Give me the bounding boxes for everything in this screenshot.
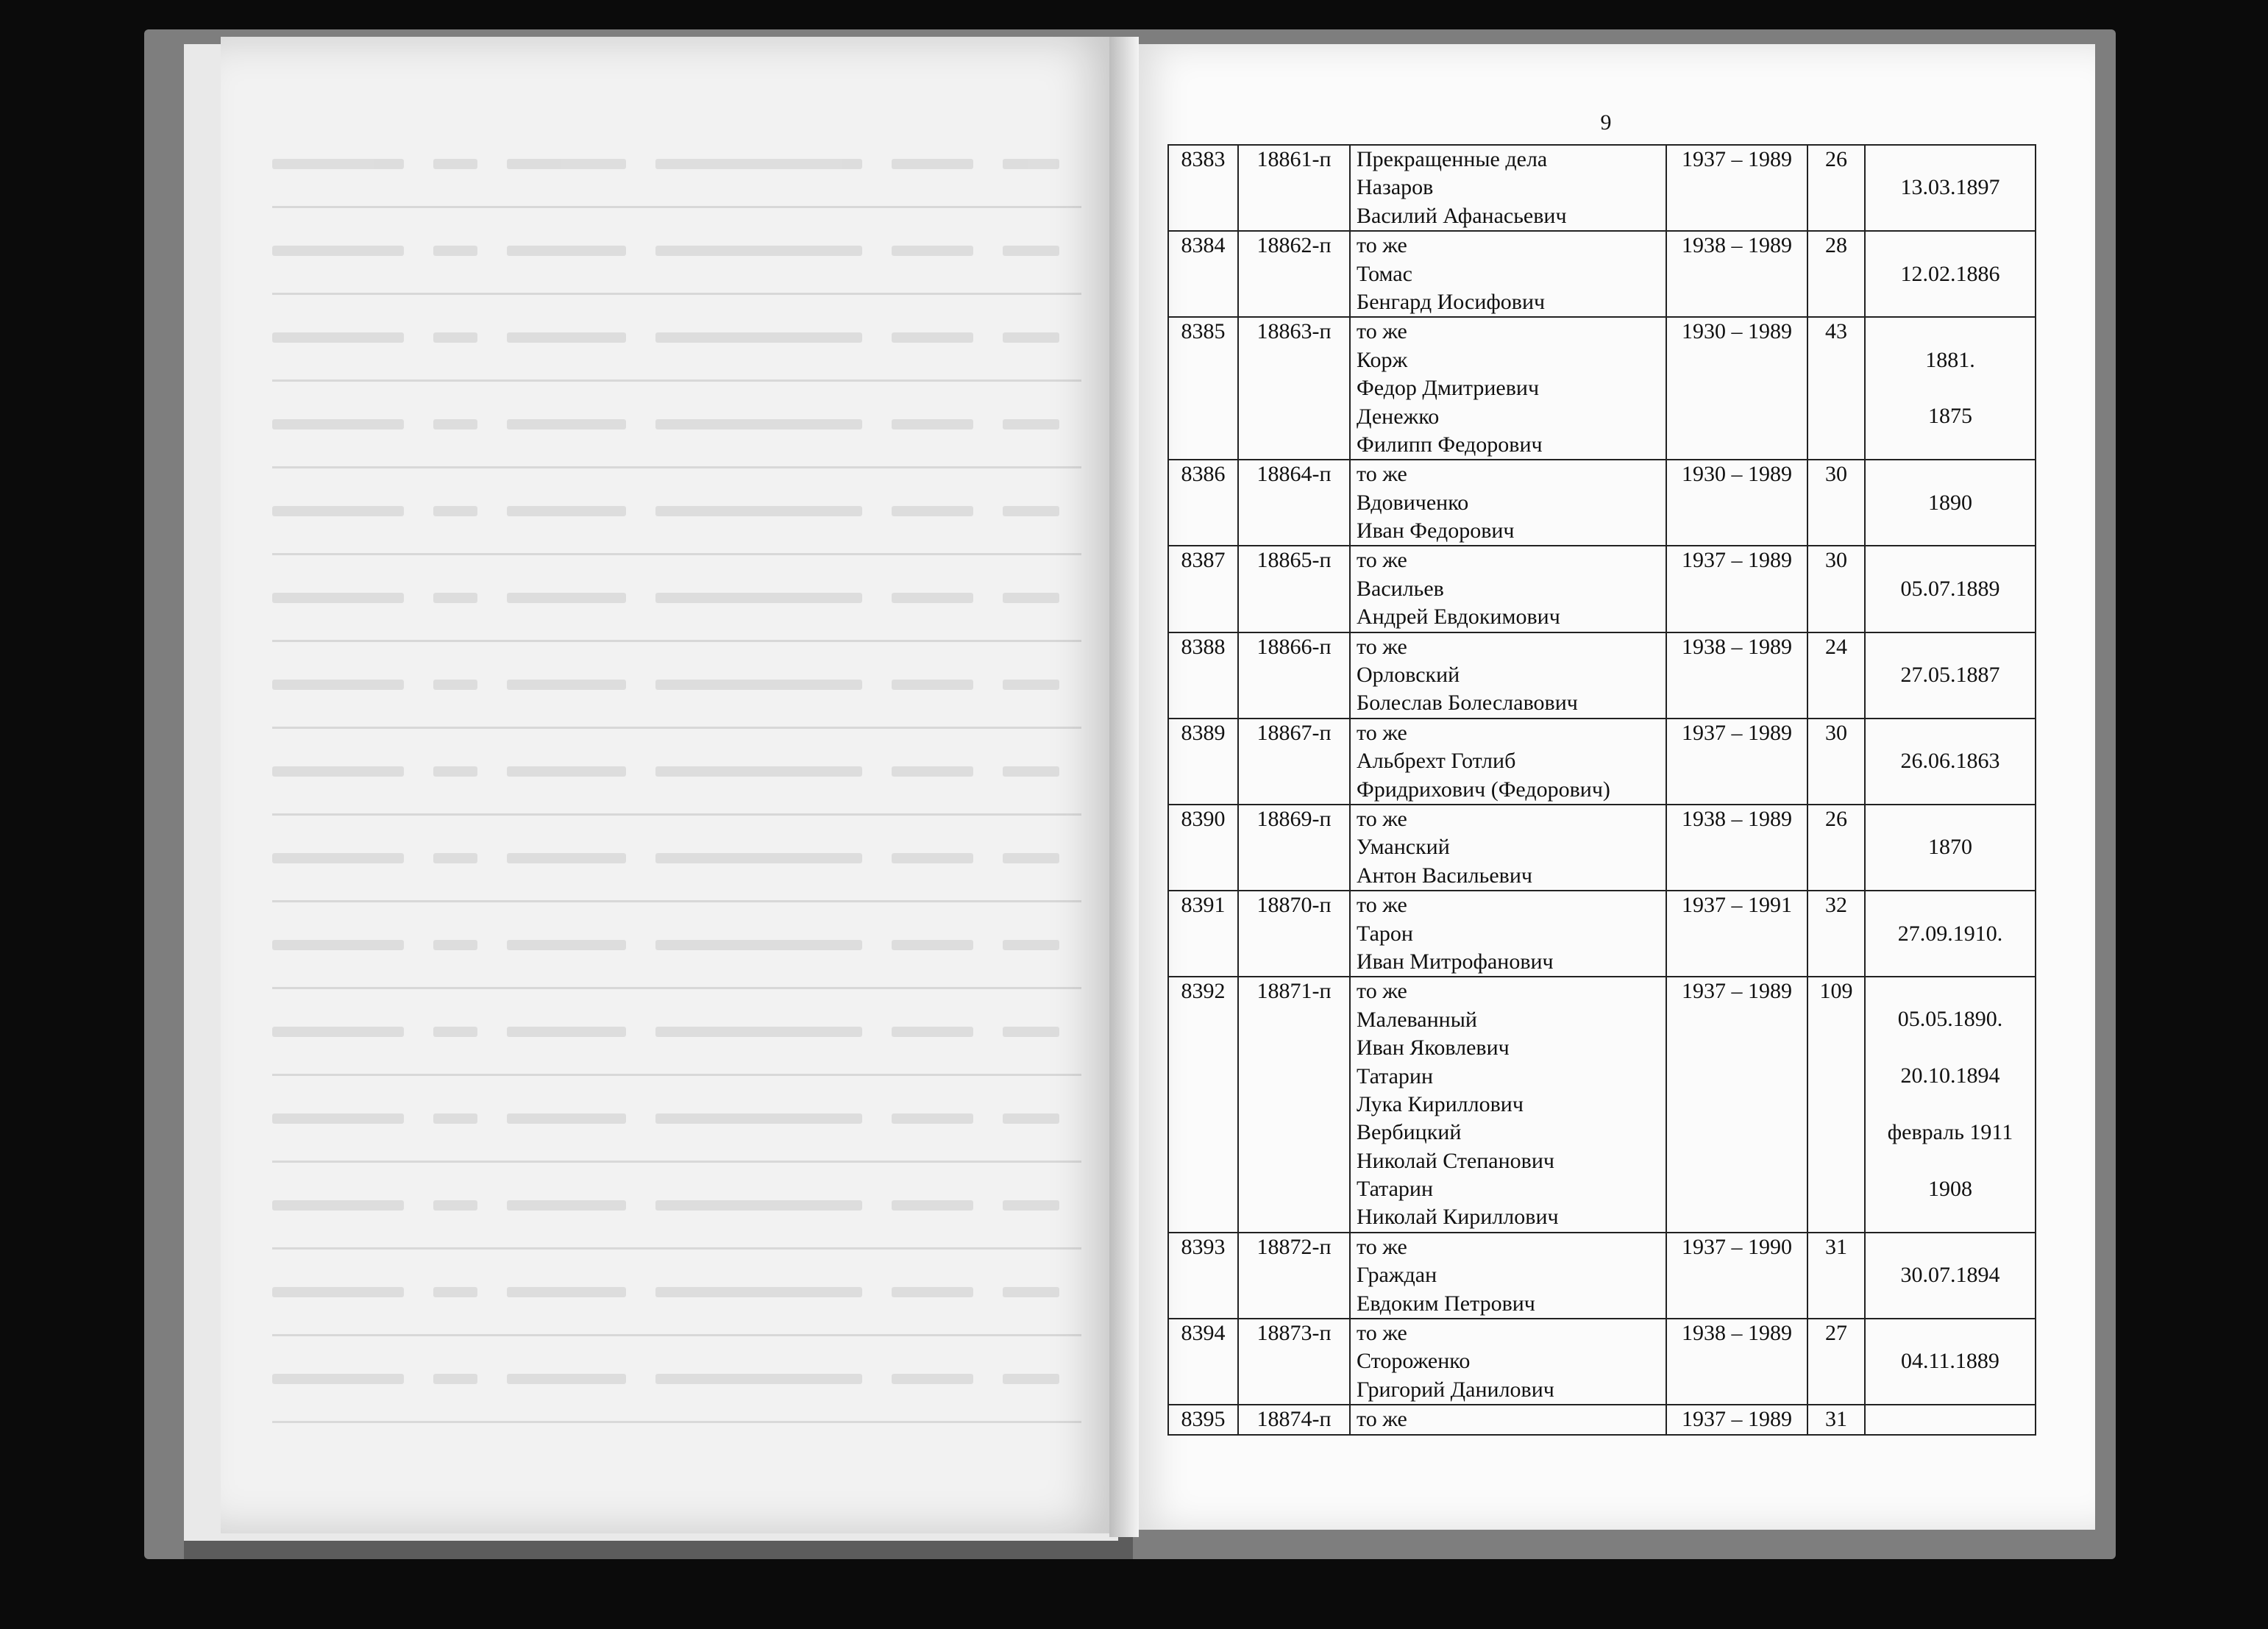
fund-number-cell: 18864-п [1238, 460, 1350, 546]
fund-number-cell: 18865-п [1238, 546, 1350, 632]
page-number: 9 [1600, 110, 1612, 135]
birth-date-cell [1865, 546, 2036, 632]
bleed-through-mark [655, 506, 862, 516]
case-title-line: Филипп Федорович [1357, 432, 1543, 457]
case-title-line: Стороженко [1357, 1349, 1471, 1374]
case-number-cell: 8394 [1168, 1319, 1238, 1405]
bleed-through-mark [1003, 246, 1059, 256]
sheet-count-cell: 43 [1807, 317, 1865, 460]
table-row [1168, 1319, 2036, 1405]
table-row [1168, 546, 2036, 632]
bleed-through-row [272, 1163, 1081, 1250]
sheet-count-cell: 26 [1807, 805, 1865, 891]
bleed-through-mark [433, 680, 477, 690]
bleed-through-mark [433, 246, 477, 256]
birth-date: 27.09.1910. [1897, 921, 2003, 946]
bleed-through-mark [655, 593, 862, 603]
sheet-count-cell: 31 [1807, 1233, 1865, 1319]
bleed-through-mark [655, 332, 862, 343]
birth-date: 12.02.1886 [1900, 261, 2000, 286]
bleed-through-mark [892, 1200, 973, 1211]
case-title-line: Татарин [1357, 1063, 1434, 1088]
birth-date: 20.10.1894 [1900, 1063, 2000, 1088]
table-row [1168, 805, 2036, 891]
case-title-line: то же [1357, 634, 1407, 659]
bleed-through-mark [507, 419, 626, 429]
birth-date-cell [1865, 460, 2036, 546]
bleed-through-mark [655, 159, 862, 169]
case-title-line: Назаров [1357, 175, 1434, 200]
bleed-through-mark [507, 940, 626, 950]
years-cell: 1938 – 1989 [1666, 231, 1807, 317]
bleed-through-mark [507, 853, 626, 863]
bleed-through-mark [655, 419, 862, 429]
bleed-through-mark [507, 159, 626, 169]
bleed-through-row [272, 1250, 1081, 1336]
case-number-cell: 8393 [1168, 1233, 1238, 1319]
bleed-through-mark [433, 332, 477, 343]
fund-number-cell: 18872-п [1238, 1233, 1350, 1319]
case-title-line: Евдоким Петрович [1357, 1291, 1535, 1316]
case-title-cell [1350, 546, 1666, 632]
bleed-through-mark [507, 1287, 626, 1297]
bleed-through-mark [507, 1027, 626, 1037]
case-title-line: Прекращенные дела [1357, 147, 1548, 171]
case-title-cell [1350, 231, 1666, 317]
birth-date: 05.07.1889 [1900, 576, 2000, 601]
birth-date: февраль 1911 [1887, 1120, 2013, 1145]
case-title-line: то же [1357, 893, 1407, 918]
bleed-through-mark [507, 332, 626, 343]
case-title-cell [1350, 145, 1666, 231]
bleed-through-mark [272, 680, 404, 690]
bleed-through-mark [655, 246, 862, 256]
bleed-through-mark [433, 159, 477, 169]
bleed-through-mark [1003, 680, 1059, 690]
bleed-through-mark [892, 940, 973, 950]
case-title-cell [1350, 1405, 1666, 1434]
table-row [1168, 632, 2036, 719]
bleed-through-mark [1003, 1287, 1059, 1297]
bleed-through-mark [1003, 419, 1059, 429]
bleed-through-mark [433, 766, 477, 777]
case-number-cell: 8390 [1168, 805, 1238, 891]
bleed-through-row [272, 208, 1081, 295]
register-body [1168, 145, 2036, 1435]
case-title-line: Григорий Данилович [1357, 1377, 1554, 1402]
case-title-line: Николай Кириллович [1357, 1205, 1559, 1230]
bleed-through-mark [272, 159, 404, 169]
case-title-line: Болеслав Болеславович [1357, 691, 1578, 716]
case-title-line: Николай Степанович [1357, 1148, 1554, 1173]
bleed-through-mark [892, 506, 973, 516]
bleed-through-mark [655, 853, 862, 863]
case-number-cell: 8388 [1168, 632, 1238, 719]
bleed-through-mark [1003, 332, 1059, 343]
bleed-through-mark [272, 593, 404, 603]
sheet-count-cell: 109 [1807, 977, 1865, 1233]
case-title-line: Василий Афанасьевич [1357, 203, 1567, 228]
bleed-through-mark [507, 506, 626, 516]
fund-number-cell: 18866-п [1238, 632, 1350, 719]
birth-date-cell [1865, 805, 2036, 891]
bleed-through-mark [272, 506, 404, 516]
bleed-through-mark [433, 1374, 477, 1384]
bleed-through-mark [433, 1027, 477, 1037]
bleed-through-mark [272, 1113, 404, 1124]
sheet-count-cell: 31 [1807, 1405, 1865, 1434]
bleed-through-mark [272, 419, 404, 429]
bleed-through-row [272, 1336, 1081, 1423]
bleed-through-mark [892, 246, 973, 256]
birth-date: 30.07.1894 [1900, 1263, 2000, 1288]
bleed-through-mark [272, 940, 404, 950]
fund-number-cell: 18867-п [1238, 719, 1350, 805]
case-title-cell [1350, 805, 1666, 891]
years-cell: 1937 – 1990 [1666, 1233, 1807, 1319]
case-number-cell: 8386 [1168, 460, 1238, 546]
bleed-through-mark [272, 332, 404, 343]
sheet-count-cell: 30 [1807, 546, 1865, 632]
years-cell: 1937 – 1989 [1666, 546, 1807, 632]
case-title-line: Антон Васильевич [1357, 863, 1532, 888]
case-number-cell: 8395 [1168, 1405, 1238, 1434]
bleed-through-mark [1003, 593, 1059, 603]
book-gutter [1109, 37, 1139, 1537]
case-title-line: то же [1357, 720, 1407, 745]
case-title-line: то же [1357, 233, 1407, 258]
bleed-through-mark [892, 159, 973, 169]
fund-number-cell: 18862-п [1238, 231, 1350, 317]
birth-date-cell [1865, 891, 2036, 977]
case-title-cell [1350, 1319, 1666, 1405]
bleed-through-row [272, 468, 1081, 555]
bleed-through-mark [433, 853, 477, 863]
bleed-through-mark [433, 1113, 477, 1124]
case-title-line: Бенгард Иосифович [1357, 289, 1546, 314]
case-title-cell [1350, 977, 1666, 1233]
birth-date-cell [1865, 632, 2036, 719]
fund-number-cell: 18870-п [1238, 891, 1350, 977]
case-title-cell [1350, 317, 1666, 460]
birth-date: 27.05.1887 [1900, 663, 2000, 688]
birth-date-cell [1865, 1319, 2036, 1405]
sheet-count-cell: 26 [1807, 145, 1865, 231]
sheet-count-cell: 30 [1807, 460, 1865, 546]
bleed-through-mark [1003, 506, 1059, 516]
case-title-line: Татарин [1357, 1177, 1434, 1202]
case-title-line: Фридрихович (Федорович) [1357, 777, 1610, 802]
bleed-through-mark [507, 766, 626, 777]
bleed-through-mark [272, 1374, 404, 1384]
bleed-through-row [272, 382, 1081, 468]
bleed-through-row [272, 989, 1081, 1076]
case-title-line: Федор Дмитриевич [1357, 376, 1540, 401]
case-title-cell [1350, 460, 1666, 546]
years-cell: 1937 – 1989 [1666, 977, 1807, 1233]
bleed-through-mark [1003, 1374, 1059, 1384]
table-row [1168, 719, 2036, 805]
birth-date: 1908 [1928, 1176, 1972, 1201]
bleed-through-mark [507, 1200, 626, 1211]
fund-number-cell: 18863-п [1238, 317, 1350, 460]
case-number-cell: 8385 [1168, 317, 1238, 460]
birth-date: 1875 [1928, 404, 1972, 429]
case-title-line: то же [1357, 462, 1407, 487]
table-row [1168, 460, 2036, 546]
bleed-through-mark [272, 1287, 404, 1297]
fund-number-cell: 18871-п [1238, 977, 1350, 1233]
bleed-through-mark [892, 332, 973, 343]
case-title-line: Орловский [1357, 663, 1460, 688]
case-title-line: Лука Кириллович [1357, 1091, 1524, 1116]
bleed-through-mark [1003, 1027, 1059, 1037]
bleed-through-mark [1003, 159, 1059, 169]
case-title-line: то же [1357, 319, 1407, 344]
table-row [1168, 1405, 2036, 1434]
fund-number-cell: 18861-п [1238, 145, 1350, 231]
case-title-cell [1350, 1233, 1666, 1319]
table-row [1168, 317, 2036, 460]
birth-date-cell [1865, 1405, 2036, 1434]
bleed-through-mark [433, 593, 477, 603]
birth-date-cell [1865, 719, 2036, 805]
case-number-cell: 8383 [1168, 145, 1238, 231]
years-cell: 1938 – 1989 [1666, 805, 1807, 891]
bleed-through-mark [272, 853, 404, 863]
bleed-through-mark [892, 593, 973, 603]
case-title-line: Граждан [1357, 1263, 1437, 1288]
case-number-cell: 8384 [1168, 231, 1238, 317]
bleed-through-mark [655, 766, 862, 777]
table-row [1168, 891, 2036, 977]
table-row [1168, 145, 2036, 231]
bleed-through-mark [892, 419, 973, 429]
bleed-through-mark [433, 506, 477, 516]
case-title-line: Иван Яковлевич [1357, 1035, 1510, 1061]
fund-number-cell: 18874-п [1238, 1405, 1350, 1434]
bleed-through-mark [433, 940, 477, 950]
bleed-through-row [272, 295, 1081, 382]
bleed-through-mark [272, 766, 404, 777]
case-title-line: Денежко [1357, 404, 1440, 429]
bleed-through-mark [892, 1287, 973, 1297]
bleed-through-mark [507, 593, 626, 603]
case-number-cell: 8391 [1168, 891, 1238, 977]
bleed-through-mark [655, 1027, 862, 1037]
case-title-line: Малеванный [1357, 1007, 1477, 1032]
case-title-line: то же [1357, 806, 1407, 831]
fund-number-cell: 18873-п [1238, 1319, 1350, 1405]
fund-number-cell: 18869-п [1238, 805, 1350, 891]
register-table [1167, 144, 2036, 1436]
bleed-through-row [272, 902, 1081, 989]
case-title-line: Корж [1357, 347, 1408, 372]
years-cell: 1930 – 1989 [1666, 317, 1807, 460]
birth-date-cell [1865, 1233, 2036, 1319]
years-cell: 1937 – 1989 [1666, 1405, 1807, 1434]
case-title-line: Уманский [1357, 835, 1450, 860]
bleed-through-mark [892, 766, 973, 777]
case-title-line: Васильев [1357, 576, 1444, 601]
table-row [1168, 1233, 2036, 1319]
case-title-cell [1350, 632, 1666, 719]
bleed-through-row [272, 555, 1081, 642]
bleed-through-row [272, 642, 1081, 729]
case-title-line: Андрей Евдокимович [1357, 605, 1560, 630]
bleed-through-mark [1003, 940, 1059, 950]
bleed-through-mark [1003, 1200, 1059, 1211]
years-cell: 1937 – 1991 [1666, 891, 1807, 977]
bleed-through-mark [272, 1027, 404, 1037]
bleed-through-mark [655, 1374, 862, 1384]
bleed-through-row [272, 729, 1081, 816]
years-cell: 1937 – 1989 [1666, 719, 1807, 805]
bleed-through-mark [892, 680, 973, 690]
case-number-cell: 8389 [1168, 719, 1238, 805]
sheet-count-cell: 24 [1807, 632, 1865, 719]
bleed-through-mark [655, 1287, 862, 1297]
sheet-count-cell: 27 [1807, 1319, 1865, 1405]
case-title-line: Альбрехт Готлиб [1357, 749, 1516, 774]
bleed-through-mark [433, 1287, 477, 1297]
case-title-cell [1350, 719, 1666, 805]
bleed-through-mark [1003, 1113, 1059, 1124]
case-title-line: Тарон [1357, 921, 1413, 946]
birth-date: 1881. [1925, 347, 1975, 372]
case-number-cell: 8387 [1168, 546, 1238, 632]
birth-date: 1890 [1928, 490, 1972, 515]
bleed-through-mark [655, 940, 862, 950]
case-title-line: Томас [1357, 261, 1412, 286]
case-title-line: Вдовиченко [1357, 490, 1469, 515]
birth-date: 13.03.1897 [1900, 175, 2000, 200]
bleed-through-row [272, 1076, 1081, 1163]
bleed-through-row [272, 816, 1081, 902]
bleed-through-mark [892, 1027, 973, 1037]
case-title-line: Иван Федорович [1357, 518, 1515, 543]
case-title-line: то же [1357, 548, 1407, 573]
birth-date-cell [1865, 231, 2036, 317]
case-title-line: то же [1357, 1321, 1407, 1346]
birth-date: 1870 [1928, 835, 1972, 860]
birth-date: 05.05.1890. [1897, 1007, 2003, 1032]
birth-date-cell [1865, 317, 2036, 460]
bleed-through-mark [507, 680, 626, 690]
table-row [1168, 231, 2036, 317]
bleed-through-mark [507, 1113, 626, 1124]
birth-date: 04.11.1889 [1901, 1349, 1999, 1374]
case-title-line: то же [1357, 1407, 1407, 1432]
bleed-through-mark [1003, 853, 1059, 863]
sheet-count-cell: 28 [1807, 231, 1865, 317]
bleed-through-row [272, 121, 1081, 208]
bleed-through-mark [892, 1113, 973, 1124]
bleed-through-mark [507, 246, 626, 256]
bleed-through-mark [1003, 766, 1059, 777]
bleed-through-mark [433, 1200, 477, 1211]
birth-date-cell [1865, 977, 2036, 1233]
bleed-through-mark [892, 853, 973, 863]
birth-date-cell [1865, 145, 2036, 231]
case-title-line: Вербицкий [1357, 1120, 1462, 1145]
bleed-through-mark [892, 1374, 973, 1384]
years-cell: 1930 – 1989 [1666, 460, 1807, 546]
bleed-through-mark [433, 419, 477, 429]
case-title-line: Иван Митрофанович [1357, 949, 1554, 974]
bleed-through-mark [507, 1374, 626, 1384]
bleed-through-mark [272, 246, 404, 256]
case-title-cell [1350, 891, 1666, 977]
case-number-cell: 8392 [1168, 977, 1238, 1233]
years-cell: 1938 – 1989 [1666, 1319, 1807, 1405]
bleed-through-mark [655, 1113, 862, 1124]
case-title-line: то же [1357, 1234, 1407, 1259]
birth-date: 26.06.1863 [1900, 749, 2000, 774]
years-cell: 1938 – 1989 [1666, 632, 1807, 719]
years-cell: 1937 – 1989 [1666, 145, 1807, 231]
case-title-line: то же [1357, 979, 1407, 1004]
bleed-through-mark [272, 1200, 404, 1211]
bleed-through-mark [655, 1200, 862, 1211]
bleed-through-mark [655, 680, 862, 690]
bleed-through-text [272, 121, 1081, 1394]
sheet-count-cell: 32 [1807, 891, 1865, 977]
sheet-count-cell: 30 [1807, 719, 1865, 805]
table-row [1168, 977, 2036, 1233]
